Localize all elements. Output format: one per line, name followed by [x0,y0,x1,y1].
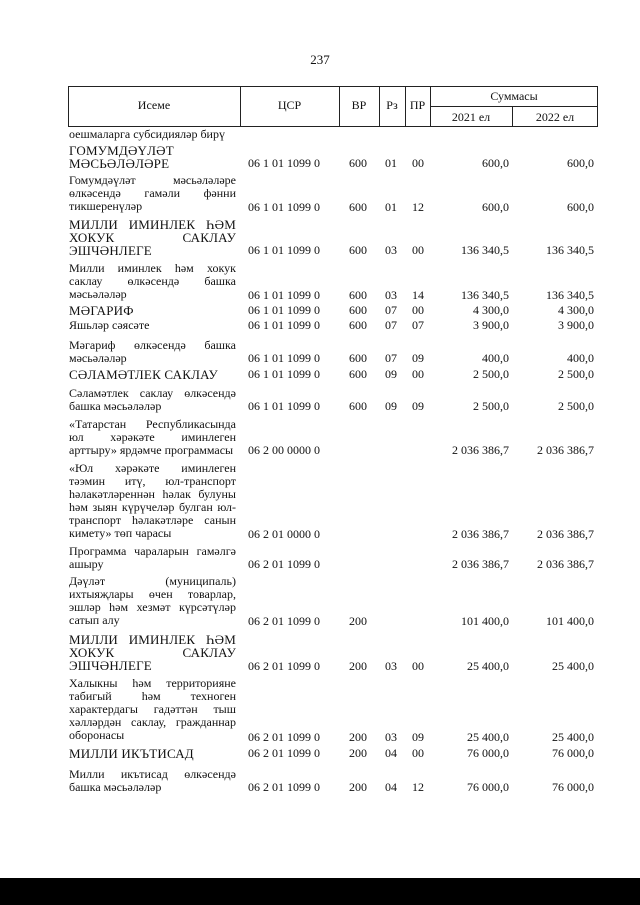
row-pr: 00 [412,156,424,170]
row-csr: 06 1 01 1099 0 [248,399,320,413]
row-pr: 12 [412,780,424,794]
row-name: МИЛЛИ ИМИНЛЕК ҺӘМ ХОКУК САКЛАУ ЭШЧӘНЛЕГЕ [69,217,236,258]
row-vr: 200 [349,730,367,744]
row-sum-2021: 136 340,5 [461,243,509,257]
row-name: МИЛЛИ ИМИНЛЕК ҺӘМ ХОКУК САКЛАУ ЭШЧӘНЛЕГЕ [69,632,236,673]
row-sum-2022: 25 400,0 [552,659,594,673]
row-name: Яшьләр сәясәте [69,318,150,332]
row-sum-2022: 76 000,0 [552,746,594,760]
row-sum-2021: 25 400,0 [467,659,509,673]
row-rz: 07 [385,303,397,317]
row-name: Сәламәтлек саклау өлкәсендә башка мәсьәләләр [69,386,236,413]
row-vr: 600 [349,156,367,170]
row-name: оешмаларга субсидияләр бирү [69,127,225,141]
header-name: Исеме [137,98,171,112]
row-sum-2022: 2 036 386,7 [537,527,594,541]
row-sum-2021: 101 400,0 [461,614,509,628]
row-name: МИЛЛИ ИКЪТИСАД [69,746,194,761]
row-sum-2021: 400,0 [482,351,509,365]
row-rz: 03 [385,243,397,257]
row-vr: 200 [349,614,367,628]
row-sum-2021: 600,0 [482,156,509,170]
row-pr: 09 [412,351,424,365]
row-vr: 600 [349,200,367,214]
row-name: Мәгариф өлкәсендә башка мәсьәләләр [69,338,236,365]
row-name: МӘГАРИФ [69,303,134,318]
row-sum-2022: 76 000,0 [552,780,594,794]
row-name: Гомумдәүләт мәсьәләләре өлкәсендә гамәли фәнни тикшеренүләр [69,173,236,213]
row-vr: 200 [349,780,367,794]
row-sum-2022: 101 400,0 [546,614,594,628]
row-rz: 07 [385,318,397,332]
row-csr: 06 1 01 1099 0 [248,288,320,302]
row-csr: 06 2 01 1099 0 [248,557,320,571]
row-sum-2022: 136 340,5 [546,243,594,257]
row-csr: 06 2 01 1099 0 [248,780,320,794]
header-year-2021: 2021 ел [451,110,491,124]
row-rz: 04 [385,780,397,794]
row-sum-2022: 600,0 [567,200,594,214]
row-sum-2021: 2 500,0 [473,399,509,413]
row-name: «Юл хәрәкәте иминлеген тәэмин итү, юл-транспорт һәлакәтләреннән һәлак булуны һәм зыян күрүчеләр булган юл-транспорт һәлакәтләре санын кимету» төп чарасы [69,461,236,540]
row-vr: 600 [349,288,367,302]
scan-edge-band [0,878,640,905]
row-sum-2022: 400,0 [567,351,594,365]
row-vr: 600 [349,318,367,332]
header-sums: Суммасы [490,89,538,103]
page-number: 237 [310,52,330,67]
row-sum-2022: 3 900,0 [558,318,594,332]
row-pr: 00 [412,303,424,317]
row-sum-2021: 2 036 386,7 [452,557,509,571]
row-pr: 07 [412,318,424,332]
row-rz: 09 [385,399,397,413]
header-pr: ПР [409,98,426,112]
row-pr: 09 [412,730,424,744]
header-year-2022: 2022 ел [535,110,575,124]
row-rz: 03 [385,659,397,673]
row-vr: 200 [349,746,367,760]
row-name: Программа чараларын гамәлгә ашыру [69,544,236,571]
row-name: СӘЛАМӘТЛЕК САКЛАУ [69,367,218,382]
row-vr: 600 [349,351,367,365]
row-pr: 14 [412,288,424,302]
row-rz: 09 [385,367,397,381]
row-sum-2021: 2 036 386,7 [452,443,509,457]
row-sum-2022: 4 300,0 [558,303,594,317]
row-csr: 06 1 01 1099 0 [248,318,320,332]
row-sum-2021: 76 000,0 [467,746,509,760]
row-csr: 06 2 01 1099 0 [248,659,320,673]
row-csr: 06 2 01 1099 0 [248,730,320,744]
row-sum-2022: 25 400,0 [552,730,594,744]
row-sum-2021: 2 500,0 [473,367,509,381]
row-pr: 09 [412,399,424,413]
row-sum-2021: 600,0 [482,200,509,214]
header-rz: Рз [386,98,398,112]
row-csr: 06 1 01 1099 0 [248,156,320,170]
row-csr: 06 1 01 1099 0 [248,351,320,365]
row-sum-2021: 3 900,0 [473,318,509,332]
row-csr: 06 1 01 1099 0 [248,303,320,317]
row-sum-2021: 76 000,0 [467,780,509,794]
row-vr: 600 [349,367,367,381]
row-sum-2022: 136 340,5 [546,288,594,302]
row-sum-2022: 2 036 386,7 [537,443,594,457]
row-csr: 06 2 01 1099 0 [248,614,320,628]
row-csr: 06 2 00 0000 0 [248,443,320,457]
row-csr: 06 2 01 1099 0 [248,746,320,760]
row-rz: 01 [385,200,397,214]
row-pr: 00 [412,659,424,673]
row-sum-2022: 2 036 386,7 [537,557,594,571]
row-vr: 600 [349,243,367,257]
row-rz: 07 [385,351,397,365]
header-csr: ЦСР [277,98,302,112]
row-name: «Татарстан Республикасында юл хәрәкәте иминлеген арттыру» ярдәмче программасы [69,417,236,457]
row-pr: 00 [412,367,424,381]
row-pr: 00 [412,243,424,257]
row-vr: 600 [349,303,367,317]
row-rz: 03 [385,730,397,744]
row-name: Дәүләт (муниципаль) ихтыяҗлары өчен товарлар, эшләр һәм хезмәт күрсәтүләр сатып алу [69,574,236,627]
row-name: Милли икътисад өлкәсендә башка мәсьәләләр [69,767,236,794]
row-rz: 01 [385,156,397,170]
header-vr: ВР [351,98,367,112]
row-pr: 00 [412,746,424,760]
row-csr: 06 1 01 1099 0 [248,243,320,257]
row-sum-2021: 2 036 386,7 [452,527,509,541]
row-name: Халыкны һәм территорияне табигый һәм техноген характердагы гадәттән тыш хәлләрдән саклау, гражданнар оборонасы [69,676,236,742]
row-pr: 12 [412,200,424,214]
row-sum-2022: 2 500,0 [558,367,594,381]
row-sum-2021: 136 340,5 [461,288,509,302]
row-rz: 03 [385,288,397,302]
row-csr: 06 1 01 1099 0 [248,367,320,381]
row-vr: 200 [349,659,367,673]
row-name: ГОМУМДӘҮЛӘТ МӘСЬӘЛӘЛӘРЕ [69,143,174,171]
row-sum-2021: 25 400,0 [467,730,509,744]
row-rz: 04 [385,746,397,760]
row-sum-2021: 4 300,0 [473,303,509,317]
row-csr: 06 2 01 0000 0 [248,527,320,541]
row-vr: 600 [349,399,367,413]
row-sum-2022: 600,0 [567,156,594,170]
row-sum-2022: 2 500,0 [558,399,594,413]
row-csr: 06 1 01 1099 0 [248,200,320,214]
row-name: Милли иминлек һәм хокук саклау өлкәсендә башка мәсьәләләр [69,261,236,301]
